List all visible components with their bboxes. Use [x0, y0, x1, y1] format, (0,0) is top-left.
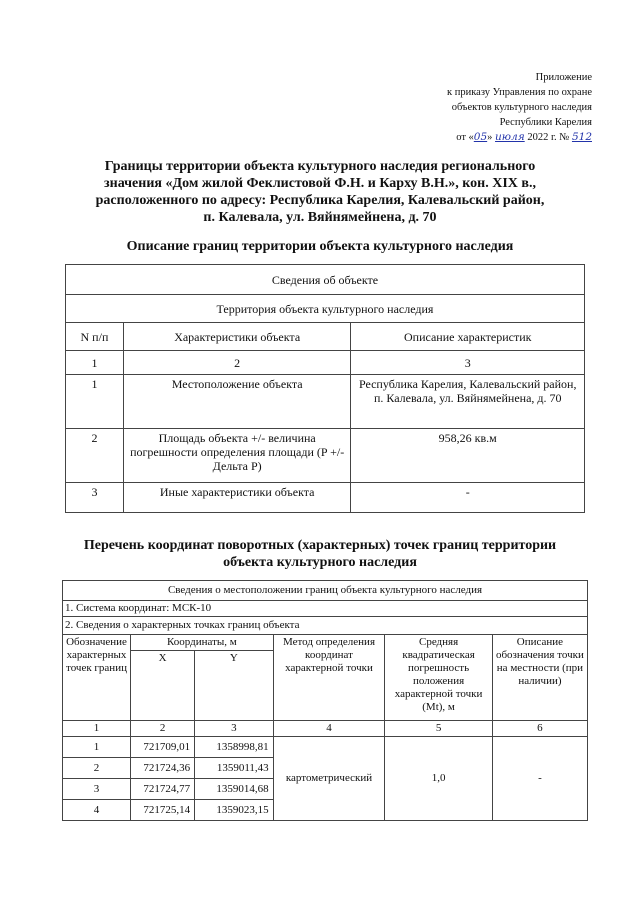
section1-title: Описание границ территории объекта культурного наследия [126, 239, 514, 254]
col-desc-header: Описание характеристик [351, 323, 585, 351]
index-cell: 3 [195, 721, 274, 737]
appendix-block [332, 70, 592, 145]
table-row [66, 483, 585, 513]
index-cell: 1 [66, 351, 124, 375]
point-x: 721724,77 [131, 779, 195, 800]
point-y: 1359023,15 [195, 800, 274, 821]
point-id: 1 [63, 737, 131, 758]
col-char-header: Характеристики объекта [123, 323, 351, 351]
col-coords-header: Координаты, м [131, 635, 274, 651]
col-num-header: N п/п [66, 323, 124, 351]
point-id: 3 [63, 779, 131, 800]
index-cell: 1 [63, 721, 131, 737]
date-year: 2022 г. № [524, 132, 572, 143]
appendix-line: объектов культурного наследия [451, 102, 592, 113]
row-characteristic: Площадь объекта +/- величина погрешности определения площади (P +/- Дельта P) [123, 429, 351, 483]
date-day-handwritten: 05 [473, 131, 488, 143]
table-row [66, 375, 585, 429]
row-characteristic: Местоположение объекта [123, 375, 351, 429]
table-header: Сведения об объекте [66, 265, 585, 295]
row-number: 2 [66, 429, 124, 483]
col-x-header: X [131, 651, 195, 721]
index-row [63, 721, 588, 737]
section2-title: Перечень координат поворотных (характерных) точек границ территории объекта культурного наследия [83, 538, 557, 570]
appendix-date-line [332, 130, 592, 145]
row-description: Республика Карелия, Калевальский район, п. Калевала, ул. Вяйнямейнена, д. 70 [351, 375, 585, 429]
table-row [66, 429, 585, 483]
point-id: 4 [63, 800, 131, 821]
table-header-row [66, 265, 585, 295]
appendix-line: Приложение [535, 72, 592, 83]
coord-system-row [63, 601, 588, 617]
table-subheader-row [66, 295, 585, 323]
document-title: Границы территории объекта культурного наследия регионального значения «Дом жилой Феклистовой Ф.Н. и Карху В.Н.», кон. XIX в., расположенного по адресу: Республика Карелия, Калевальский район, п. Калевала, ул. Вяйнямейнена, д. 70 [95, 159, 545, 225]
method-cell: картометрический [273, 737, 385, 821]
index-cell: 5 [385, 721, 493, 737]
appendix-line: к приказу Управления по охране [447, 87, 592, 98]
order-number-handwritten: 512 [571, 131, 592, 143]
coordinate-system: 1. Система координат: МСК-10 [63, 601, 588, 617]
col-method-header: Метод определения координат характерной точки [273, 635, 385, 721]
points-header-row [63, 617, 588, 635]
row-description: 958,26 кв.м [351, 429, 585, 483]
col-desc-header: Описание обозначения точки на местности (при наличии) [492, 635, 587, 721]
point-y: 1358998,81 [195, 737, 274, 758]
index-cell: 3 [351, 351, 585, 375]
description-cell: - [492, 737, 587, 821]
table-subheader: Территория объекта культурного наследия [66, 295, 585, 323]
row-description: - [351, 483, 585, 513]
point-id: 2 [63, 758, 131, 779]
col-designation-header: Обозначение характерных точек границ [63, 635, 131, 721]
row-characteristic: Иные характеристики объекта [123, 483, 351, 513]
point-x: 721725,14 [131, 800, 195, 821]
table-row [63, 737, 588, 758]
row-number: 3 [66, 483, 124, 513]
point-x: 721724,36 [131, 758, 195, 779]
index-cell: 2 [131, 721, 195, 737]
points-header: 2. Сведения о характерных точках границ объекта [63, 617, 588, 635]
col-error-header: Средняя квадратическая погрешность положения характерной точки (Mt), м [385, 635, 493, 721]
row-number: 1 [66, 375, 124, 429]
object-info-table [65, 264, 585, 513]
index-cell: 4 [273, 721, 385, 737]
point-y: 1359014,68 [195, 779, 274, 800]
column-header-row [66, 323, 585, 351]
appendix-line: Республики Карелия [499, 117, 592, 128]
col-y-header: Y [195, 651, 274, 721]
date-month-handwritten: июля [495, 131, 525, 143]
table-header-row [63, 581, 588, 601]
index-cell: 6 [492, 721, 587, 737]
point-y: 1359011,43 [195, 758, 274, 779]
table-header: Сведения о местоположении границ объекта культурного наследия [63, 581, 588, 601]
column-header-row [63, 635, 588, 651]
index-cell: 2 [123, 351, 351, 375]
point-x: 721709,01 [131, 737, 195, 758]
date-prefix: от « [456, 132, 474, 143]
date-mid: » [487, 132, 496, 143]
error-cell: 1,0 [385, 737, 493, 821]
coordinates-table [62, 580, 588, 821]
index-row [66, 351, 585, 375]
